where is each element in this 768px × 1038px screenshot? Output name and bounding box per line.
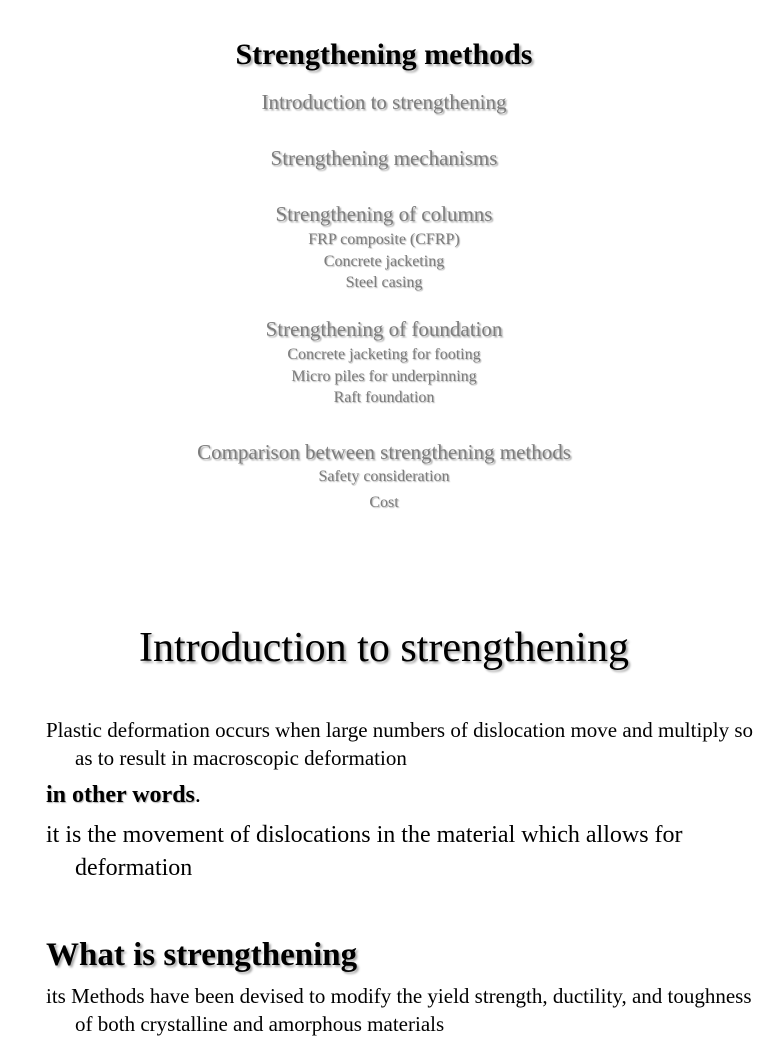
in-other-words-period: .: [194, 782, 201, 808]
intro-paragraph-plastic-deformation: Plastic deformation occurs when large numbers of dislocation move and multiply so as to result in macroscopic deformation: [46, 718, 754, 770]
toc-section-comparison: Comparison between strengthening methods: [197, 440, 571, 464]
toc-item-concrete-jacketing: Concrete jacketing: [323, 253, 445, 270]
toc-item-raft: Raft foundation: [333, 389, 435, 406]
intro-paragraph-dislocations: it is the movement of dislocations in the material which allows for deformation: [46, 822, 683, 881]
intro-title: Introduction to strengthening: [139, 625, 629, 671]
what-paragraph: its Methods have been devised to modify the yield strength, ductility, and toughness of both crystalline and amorphous materials: [46, 984, 752, 1036]
toc-section-mechanisms: Strengthening mechanisms: [270, 146, 498, 170]
toc-item-footing: Concrete jacketing for footing: [287, 346, 481, 363]
toc-title: Strengthening methods: [235, 38, 533, 71]
toc-section-columns: Strengthening of columns: [275, 202, 493, 226]
toc-item-safety: Safety consideration: [318, 468, 450, 485]
toc-section-introduction: Introduction to strengthening: [261, 90, 507, 114]
toc-item-cost: Cost: [369, 494, 399, 511]
what-title: What is strengthening: [46, 937, 358, 973]
toc-item-frp: FRP composite (CFRP): [308, 231, 460, 248]
intro-in-other-words: [46, 780, 726, 810]
in-other-words-emphasis: in other words: [46, 782, 195, 808]
toc-item-steel-casing: Steel casing: [345, 274, 423, 291]
toc-item-micro-piles: Micro piles for underpinning: [291, 368, 477, 385]
toc-section-foundation: Strengthening of foundation: [265, 317, 503, 341]
